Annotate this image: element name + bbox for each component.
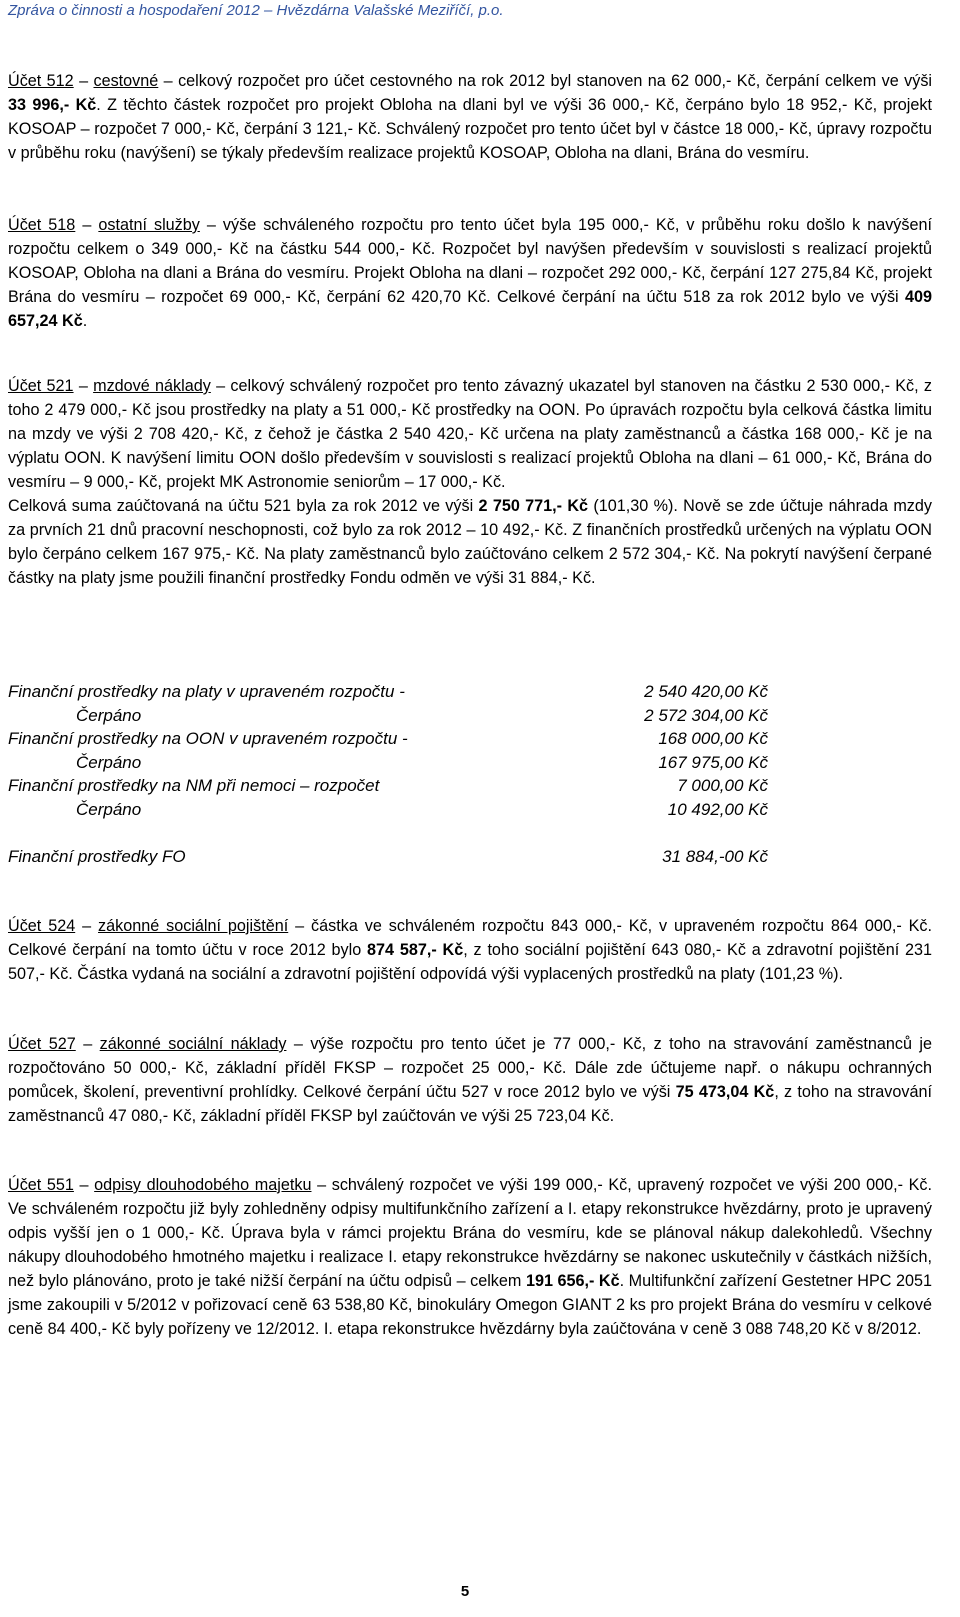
amount-highlight: 409 657,24 Kč (8, 288, 932, 330)
summary-value: 10 492,00 Kč (667, 799, 768, 819)
summary-row (8, 680, 768, 704)
paragraph-text: schválený rozpočet ve výši 199 000,- Kč, upravený rozpočet ve výši 200 000,- Kč. Ve schváleném rozpočtu již byly zohledněny odpisy multifunkčního zařízení a I. etapy rekonstrukce hvězdárny, proto je upravený odpis vyšší jen o 1 000,- Kč. Úprava byla v rámci projektu Brána do vesmíru, kde se plánoval nákup dalekohledů. Všechny nákupy dlouhodobého hmotného majetku i realizace I. etapy rekonstrukce hvězdárny se nakonec uskutečnily v částkách nižších, než bylo plánováno, proto je také nižší čerpání na účtu odpisů – celkem (8, 1176, 932, 1290)
summary-row (8, 798, 768, 822)
summary-row (8, 704, 768, 728)
paragraph-account-512: Účet 512 – cestovné – celkový rozpočet pro účet cestovného na rok 2012 byl stanoven na 62 000,- Kč, čerpání celkem ve výši 33 996,- Kč. Z těchto částek rozpočet pro projekt Obloha na dlani byl ve výši 36 000,- Kč, čerpáno bylo 18 952,- Kč, projekt KOSOAP – rozpočet 7 000,- Kč, čerpání 3 121,- Kč. Schválený rozpočet pro tento účet byl v částce 18 000,- Kč, úpravy rozpočtu v průběhu roku (navýšení) se týkaly především realizace projektů KOSOAP, Obloha na dlani, Brána do vesmíru. (8, 72, 933, 162)
paragraph-account-521 (8, 374, 932, 590)
summary-row (8, 774, 768, 798)
account-name: ostatní služby (98, 216, 200, 234)
account-name: zákonné sociální náklady (99, 1035, 287, 1053)
summary-value: 168 000,00 Kč (658, 729, 768, 749)
summary-label: Čerpáno (76, 799, 142, 819)
summary-row (8, 751, 768, 775)
paragraph-part (8, 494, 932, 590)
summary-value: 31 884,-00 Kč (662, 846, 768, 866)
summary-label: Finanční prostředky FO (8, 846, 186, 866)
paragraph-account-524: Účet 524 – zákonné sociální pojištění – částka ve schváleném rozpočtu 843 000,- Kč, v upraveném rozpočtu 864 000,- Kč. Celkové čerpání na tomto účtu v roce 2012 bylo 874 587,- Kč, z toho sociální pojištění 643 080,- Kč a zdravotní pojištění 231 507,- Kč. Částka vydaná na sociální a zdravotní pojištění odpovídá výši vyplacených prostředků na platy (101,23 %). (8, 917, 933, 983)
account-name: odpisy dlouhodobého majetku (94, 1176, 312, 1194)
amount-highlight: 2 750 771,- Kč (478, 497, 589, 515)
account-name: cestovné (93, 72, 159, 90)
paragraph-text: výše schváleného rozpočtu pro tento účet byla 195 000,- Kč, v průběhu roku došlo k navýšení rozpočtu celkem o 349 000,- Kč na částku 544 000,- Kč. Rozpočet byl navýšen především v souvislosti s realizací projektů KOSOAP, Obloha na dlani a Brána do vesmíru. Projekt Obloha na dlani – rozpočet 292 000,- Kč, čerpání 127 275,84 Kč, projekt Brána do vesmíru – rozpočet 69 000,- Kč, čerpání 62 420,70 Kč. Celkové čerpání na účtu 518 za rok 2012 bylo ve výši (8, 216, 932, 306)
page-number: 5 (460, 1583, 470, 1600)
summary-label: Finanční prostředky na OON v upraveném rozpočtu - (8, 729, 408, 749)
paragraph-text: celkový schválený rozpočet pro tento závazný ukazatel byl stanoven na částku 2 530 000,- Kč, z toho 2 479 000,- Kč jsou prostředky na platy a 51 000,- Kč prostředky na OON. Po úpravách rozpočtu byla celková částka limitu na mzdy ve výši 2 708 420,- Kč, z čehož je částka 2 540 420,- Kč určena na platy zaměstnanců a částka 168 000,- Kč je na výplatu OON. K navýšení limitu OON došlo především v souvislosti s realizací projektů Obloha na dlani – 61 000,- Kč, Brána do vesmíru – 9 000,- Kč, projekt MK Astronomie seniorům – 17 000,- Kč. (8, 377, 932, 491)
summary-label: Finanční prostředky na NM při nemoci – rozpočet (8, 776, 380, 796)
paragraph-text: . Multifunkční zařízení Gestetner HPC 2051 jsme zakoupili v 5/2012 v pořizovací ceně 63 538,80 Kč, binokuláry Omegon GIANT 2 ks pro projekt Brána do vesmíru v celkové ceně 84 400,- Kč byly pořízeny ve 12/2012. I. etapa rekonstrukce hvězdárny byla zaúčtována v ceně 3 088 748,20 Kč v 8/2012. (8, 1272, 933, 1338)
summary-value: 167 975,00 Kč (658, 752, 768, 772)
paragraph-text: (101,30 %). Nově se zde účtuje náhrada mzdy za prvních 21 dnů pracovní neschopnosti, což bylo za rok 2012 – 10 492,- Kč. Z finančních prostředků určených na výplatu OON bylo čerpáno celkem 167 975,- Kč. Na platy zaměstnanců bylo zaúčtováno celkem 2 572 304,- Kč. Na pokrytí navýšení čerpané částky na platy jsme použili finanční prostředky Fondu odměn ve výši 31 884,- Kč. (8, 497, 932, 587)
paragraph-text: výše rozpočtu pro tento účet je 77 000,- Kč, z toho na stravování zaměstnanců je rozpočtováno 50 000,- Kč, základní příděl FKSP – rozpočet 25 000,- Kč. Dále zde účtujeme např. o nákupu ochranných pomůcek, školení, preventivní prohlídky. Celkové čerpání účtu 527 v roce 2012 bylo ve výši (8, 1035, 932, 1101)
account-number: Účet 521 (8, 377, 74, 395)
paragraph-text: , z toho na stravování zaměstnanců 47 080,- Kč, základní příděl FKSP byl zaúčtován ve výši 25 723,04 Kč. (8, 1083, 932, 1125)
summary-value: 7 000,00 Kč (677, 776, 768, 796)
document-header: Zpráva o činnosti a hospodaření 2012 – Hvězdárna Valašské Meziříčí, p.o. (8, 2, 504, 19)
summary-value: 2 572 304,00 Kč (644, 705, 768, 725)
paragraph-text: celkový rozpočet pro účet cestovného na rok 2012 byl stanoven na 62 000,- Kč, čerpání celkem ve výši (172, 72, 933, 90)
account-number: Účet 518 (8, 216, 76, 234)
account-name: zákonné sociální pojištění (98, 917, 289, 935)
paragraph-text: . Z těchto částek rozpočet pro projekt Obloha na dlani byl ve výši 36 000,- Kč, čerpáno bylo 18 952,- Kč, projekt KOSOAP – rozpočet 7 000,- Kč, čerpání 3 121,- Kč. Schválený rozpočet pro tento účet byl v částce 18 000,- Kč, úpravy rozpočtu v průběhu roku (navýšení) se týkaly především realizace projektů KOSOAP, Obloha na dlani, Brána do vesmíru. (8, 96, 932, 162)
summary-label: Čerpáno (76, 705, 142, 725)
financial-summary-table (8, 680, 768, 868)
account-number: Účet 551 (8, 1176, 74, 1194)
paragraph-text: , z toho sociální pojištění 643 080,- Kč a zdravotní pojištění 231 507,- Kč. Částka vydaná na sociální a zdravotní pojištění odpovídá výši vyplacených prostředků na platy (101,23 %). (8, 941, 932, 983)
amount-highlight: 191 656,- Kč (525, 1272, 620, 1290)
paragraph-account-527: Účet 527 – zákonné sociální náklady – výše rozpočtu pro tento účet je 77 000,- Kč, z toho na stravování zaměstnanců je rozpočtováno 50 000,- Kč, základní příděl FKSP – rozpočet 25 000,- Kč. Dále zde účtujeme např. o nákupu ochranných pomůcek, školení, preventivní prohlídky. Celkové čerpání účtu 527 v roce 2012 bylo ve výši 75 473,04 Kč, z toho na stravování zaměstnanců 47 080,- Kč, základní příděl FKSP byl zaúčtován ve výši 25 723,04 Kč. (8, 1035, 932, 1125)
paragraph-text: Celková suma zaúčtovaná na účtu 521 byla za rok 2012 ve výši (8, 497, 479, 515)
account-number: Účet 524 (8, 917, 76, 935)
account-number: Účet 527 (8, 1035, 76, 1053)
summary-label: Čerpáno (76, 752, 142, 772)
amount-highlight: 33 996,- Kč (8, 96, 97, 114)
paragraph-text: částka ve schváleném rozpočtu 843 000,- Kč, v upraveném rozpočtu 864 000,- Kč. Celkové čerpání na tomto účtu v roce 2012 bylo (8, 917, 933, 959)
account-number: Účet 512 (8, 72, 74, 90)
summary-label: Finanční prostředky na platy v upraveném rozpočtu - (8, 682, 405, 701)
paragraph-account-551: Účet 551 – odpisy dlouhodobého majetku – schválený rozpočet ve výši 199 000,- Kč, upravený rozpočet ve výši 200 000,- Kč. Ve schváleném rozpočtu již byly zohledněny odpisy multifunkčního zařízení a I. etapy rekonstrukce hvězdárny, proto je upravený odpis vyšší jen o 1 000,- Kč. Úprava byla v rámci projektu Brána do vesmíru, kde se plánoval nákup dalekohledů. Všechny nákupy dlouhodobého hmotného majetku i realizace I. etapy rekonstrukce hvězdárny se nakonec uskutečnily v částkách nižších, než bylo plánováno, proto je také nižší čerpání na účtu odpisů – celkem 191 656,- Kč. Multifunkční zařízení Gestetner HPC 2051 jsme zakoupili v 5/2012 v pořizovací ceně 63 538,80 Kč, binokuláry Omegon GIANT 2 ks pro projekt Brána do vesmíru v celkové ceně 84 400,- Kč byly pořízeny ve 12/2012. I. etapa rekonstrukce hvězdárny byla zaúčtována v ceně 3 088 748,20 Kč v 8/2012. (8, 1176, 933, 1338)
account-name: mzdové náklady (93, 377, 211, 395)
paragraph-text: . (82, 312, 88, 330)
summary-row (8, 845, 768, 869)
paragraph-account-518: Účet 518 – ostatní služby – výše schváleného rozpočtu pro tento účet byla 195 000,- Kč, v průběhu roku došlo k navýšení rozpočtu celkem o 349 000,- Kč na částku 544 000,- Kč. Rozpočet byl navýšen především v souvislosti s realizací projektů KOSOAP, Obloha na dlani a Brána do vesmíru. Projekt Obloha na dlani – rozpočet 292 000,- Kč, čerpání 127 275,84 Kč, projekt Brána do vesmíru – rozpočet 69 000,- Kč, čerpání 62 420,70 Kč. Celkové čerpání na účtu 518 za rok 2012 bylo ve výši 409 657,24 Kč. (8, 216, 932, 330)
summary-row (8, 727, 768, 751)
paragraph-part: Účet 521 – mzdové náklady – celkový schválený rozpočet pro tento závazný ukazatel byl stanoven na částku 2 530 000,- Kč, z toho 2 479 000,- Kč jsou prostředky na platy a 51 000,- Kč prostředky na OON. Po úpravách rozpočtu byla celková částka limitu na mzdy ve výši 2 708 420,- Kč, z čehož je částka 2 540 420,- Kč určena na platy zaměstnanců a částka 168 000,- Kč je na výplatu OON. K navýšení limitu OON došlo především v souvislosti s realizací projektů Obloha na dlani – 61 000,- Kč, Brána do vesmíru – 9 000,- Kč, projekt MK Astronomie seniorům – 17 000,- Kč. (8, 377, 932, 491)
amount-highlight: 874 587,- Kč (367, 941, 464, 959)
amount-highlight: 75 473,04 Kč (675, 1083, 775, 1101)
summary-value: 2 540 420,00 Kč (644, 682, 768, 701)
